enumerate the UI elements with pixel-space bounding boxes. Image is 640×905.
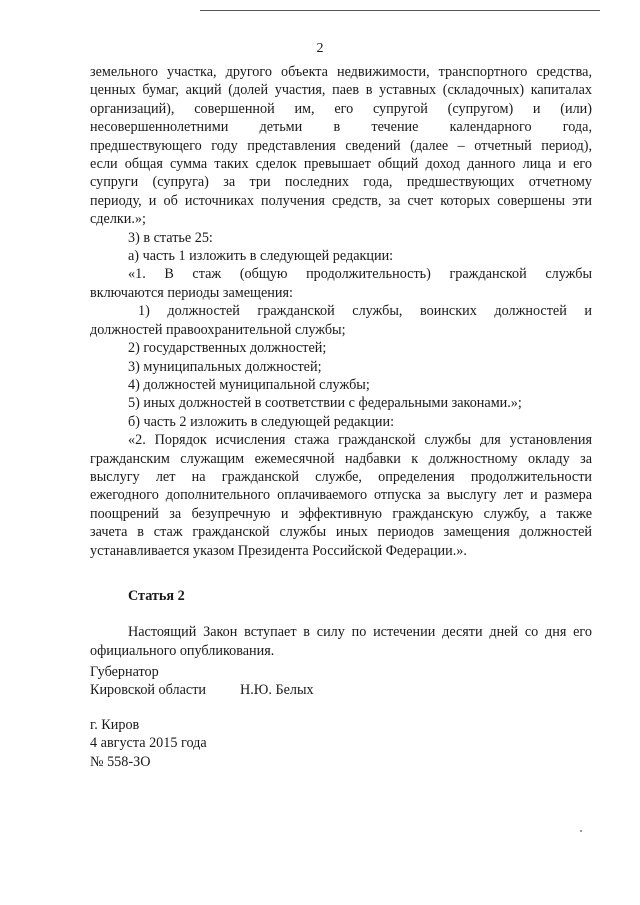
- paragraph-line: Настоящий Закон вступает в силу по истечении десяти дней со дня его: [128, 624, 592, 641]
- paragraph-line: периоду, и об источниках получения средств, за счет которых совершены эти: [90, 192, 592, 209]
- paragraph-line: супруги (супруга) за три последних года, предшествующих отчетному: [90, 174, 592, 191]
- paragraph-line: «1. В стаж (общую продолжительность) гражданской службы: [128, 266, 592, 283]
- paragraph-line: земельного участка, другого объекта недвижимости, транспортного средства,: [90, 64, 592, 80]
- paragraph-line: выслугу лет на гражданской службе, определения продолжительности: [90, 468, 592, 485]
- paragraph-line: включаются периоды замещения:: [90, 284, 293, 301]
- page-number: 2: [316, 41, 324, 56]
- list-item: 2) государственных должностей;: [128, 340, 327, 357]
- city: г. Киров: [90, 717, 140, 733]
- signer-title: Губернатор: [90, 664, 159, 680]
- paragraph-line: должностей правоохранительной службы;: [90, 321, 346, 338]
- paragraph-item-3: 3) в статье 25:: [128, 229, 213, 246]
- place-date-block: [90, 716, 207, 771]
- paragraph-part-a: а) часть 1 изложить в следующей редакции:: [128, 248, 394, 265]
- paragraph-line: ценных бумаг, акций (долей участия, паев в уставных (складочных) капиталах: [90, 82, 592, 99]
- signature-block: [90, 663, 314, 700]
- paragraph-line: поощрений за безупречную и эффективную гражданскую службу, а также: [90, 505, 592, 522]
- article-heading: Статья 2: [128, 587, 185, 604]
- paragraph-line: сделки.»;: [90, 211, 146, 228]
- signer-name: Н.Ю. Белых: [240, 682, 314, 699]
- paragraph-line: организаций), совершенной им, его супругой (супругом) и (или): [90, 100, 592, 117]
- paragraph-part-b: б) часть 2 изложить в следующей редакции:: [128, 413, 395, 430]
- list-item: 4) должностей муниципальной службы;: [128, 376, 370, 393]
- law-number: № 558-ЗО: [90, 753, 151, 770]
- paragraph-line: если общая сумма таких сделок превышает общий доход данного лица и его: [90, 156, 592, 173]
- paragraph-line: несовершеннолетними детьми в течение календарного года,: [90, 119, 592, 136]
- paragraph-line: «2. Порядок исчисления стажа гражданской службы для установления: [128, 432, 592, 449]
- spacer: [90, 605, 592, 623]
- list-item: 3) муниципальных должностей;: [128, 358, 322, 375]
- document-body: [90, 63, 592, 660]
- paragraph-line: зачета в стаж гражданской службы иных периодов замещения должностей: [90, 524, 592, 541]
- paragraph-line: гражданским служащим ежемесячной надбавки к должностному окладу за: [90, 450, 592, 467]
- paragraph-line: 1) должностей гражданской службы, воинских должностей и: [138, 303, 592, 320]
- date: 4 августа 2015 года: [90, 735, 207, 752]
- scan-speck: [580, 830, 582, 832]
- paragraph-line: официального опубликования.: [90, 642, 275, 659]
- signer-region: Кировской области: [90, 682, 206, 699]
- paragraph-line: ежегодного дополнительного оплачиваемого отпуска за выслугу лет и размера: [90, 487, 592, 504]
- paragraph-line: предшествующего году представления сведений (далее – отчетный период),: [90, 137, 592, 154]
- top-rule: [200, 10, 600, 11]
- paragraph-line: устанавливается указом Президента Российской Федерации.».: [90, 542, 467, 559]
- list-item: 5) иных должностей в соответствии с федеральными законами.»;: [128, 395, 522, 412]
